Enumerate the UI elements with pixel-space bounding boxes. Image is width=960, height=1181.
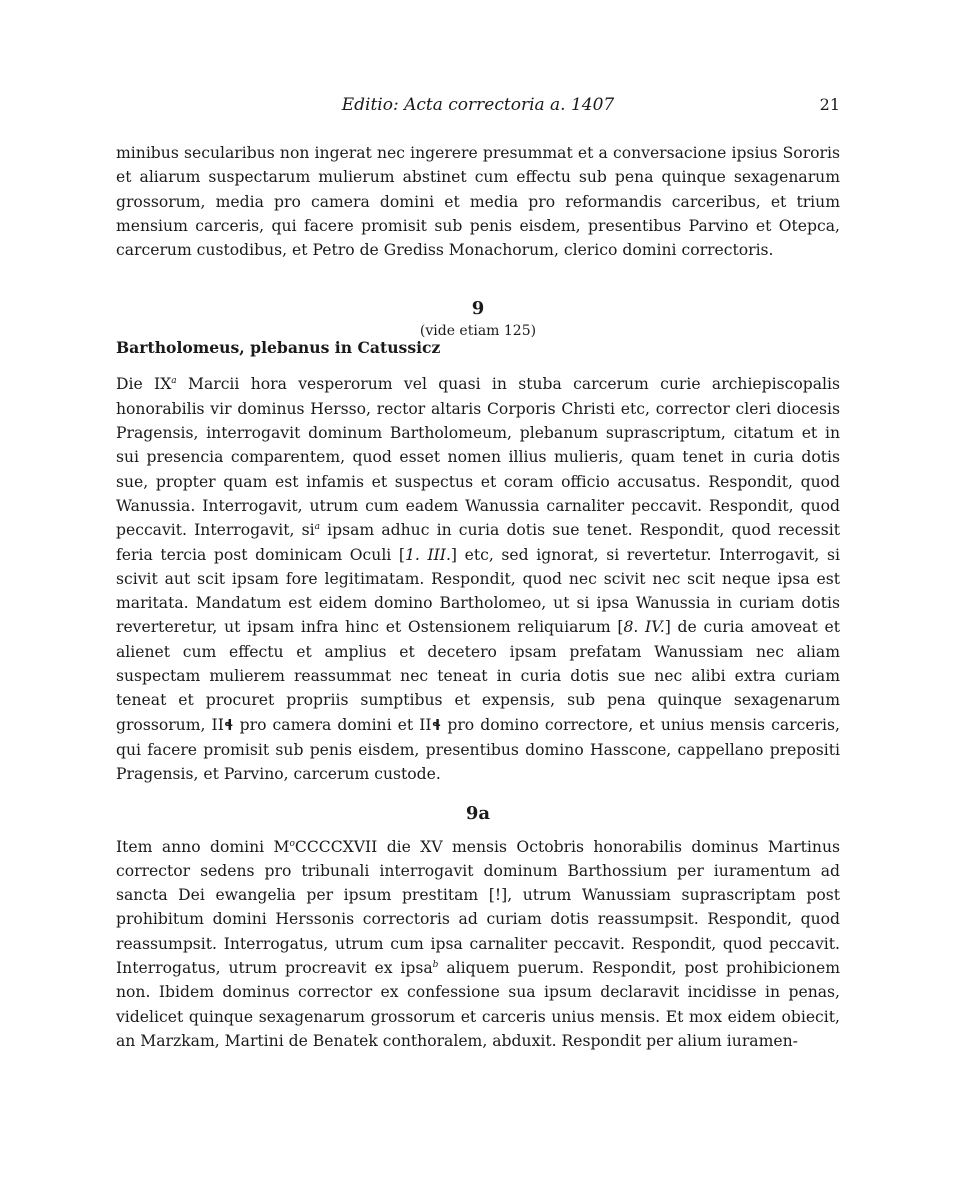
body-text xyxy=(116,141,840,1053)
running-title: Editio: Acta correctoria a. 1407 xyxy=(341,95,615,115)
running-head xyxy=(116,92,840,118)
continuation-paragraph: minibus secularibus non ingerat nec ingerere presummat et a conversacione ipsius Sororis et aliarum suspectarum mulierum abstinet cum effectu sub pena quinque sexagenarum grossorum, media pro camera domini et media pro reformandis carceribus, et trium mensium carceris, qui facere promisit sub penis eisdem, presentibus Parvino et Otepca, carcerum custodibus, et Petro de Grediss Monachorum, clerico domini correctoris. xyxy=(116,144,840,260)
entry-heading: Bartholomeus, plebanus in Catussicz xyxy=(116,338,441,358)
text-run: CCCCXVII die XV mensis Octobris honorabilis dominus Martinus corrector sedens pro tribunali interrogavit dominum Barthossium per iuramentum ad sancta Dei ewangelia per ipsum prestitam [!], utrum Wanussiam suprascriptam post prohibitum domini Herssonis correctoris ad curiam dotis reassumpsit. Respondit, quod reassumpsit. Interrogatus, utrum cum ipsa carnaliter peccavit. Respondit, quod peccavit. Interrogatus, utrum procreavit ex ipsa xyxy=(116,837,840,978)
text-run: Marcii hora vesperorum vel quasi in stuba carcerum curie archiepiscopalis honorabilis vir dominus Hersso, rector altaris Corporis Christi etc, corrector cleri diocesis Pragensis, interrogavit dominum Bartholomeum, plebanum suprascriptum, citatum et in sui presencia comparentem, quod esset nomen illius mulieris, quam tenet in curia dotis sue, propter quam est infamis et suspectus et coram officio accusatus. Respondit, quod Wanussia. Interrogavit, utrum cum eadem Wanussia carnaliter peccavit. Respondit, quod peccavit. Interrogavit, si xyxy=(116,375,841,540)
text-run: pro camera domini et II xyxy=(233,715,432,734)
footnote-marker: a xyxy=(314,522,320,533)
superscript: o xyxy=(289,838,295,849)
entry-number-9: 9 xyxy=(471,298,485,320)
text-run: Item anno domini M xyxy=(116,837,290,856)
entry-9a-paragraph xyxy=(116,835,840,1054)
date-annotation: 8. IV. xyxy=(623,618,665,637)
text-run: ipsam adhuc in curia dotis sue tenet. Respondit, quod recessit feria tercia post dominicam Oculi [ xyxy=(116,521,840,564)
entry-number-9a: 9a xyxy=(465,802,491,824)
entry-9-paragraph xyxy=(116,372,840,786)
text-run: ] de curia amoveat et alienet cum effectu et amplius et decetero ipsam prefatam Wanussiam nec aliam suspectam mulierem reassummat nec teneat in curia dotis sue nec alibi extra curiam teneat et procuret propriis sumptibus et expensis, sub pena quinque sexagenarum grossorum, II xyxy=(116,618,840,734)
text-run: Die IX xyxy=(116,375,172,394)
date-annotation: 1. III. xyxy=(405,545,451,564)
footnote-marker: b xyxy=(432,959,439,970)
currency-symbol: ɬ xyxy=(223,717,234,734)
page-number: 21 xyxy=(819,95,840,114)
text-run: ] etc, sed ignorat, si revertetur. Interrogavit, si scivit aut scit ipsam fore legitimatam. Respondit, quod nec scivit nec scit neque ipsa est maritata. Mandatum est eidem domino Bartholomeo, ut si ipsa Wanussia in curiam dotis reverteretur, ut ipsam infra hinc et Ostensionem reliquiarum [ xyxy=(116,545,840,637)
text-run: pro domino correctore, et unius mensis carceris, qui facere promisit sub penis eisdem, presentibus domino Hasscone, cappellano prepositi Pragensis, et Parvino, carcerum custode. xyxy=(116,715,840,784)
text-run: aliquem puerum. Respondit, post prohibicionem non. Ibidem dominus corrector ex confessione sua ipsum declaravit incidisse in penas, videlicet quinque sexagenarum grossorum et carceris unius mensis. Et mox eidem obiecit, an Marzkam, Martini de Benatek conthoralem, abduxit. Respondit per alium iuramen- xyxy=(116,959,840,1050)
currency-symbol: ɬ xyxy=(431,717,442,734)
cross-reference: (vide etiam 125) xyxy=(419,323,537,340)
footnote-marker: a xyxy=(171,376,177,387)
